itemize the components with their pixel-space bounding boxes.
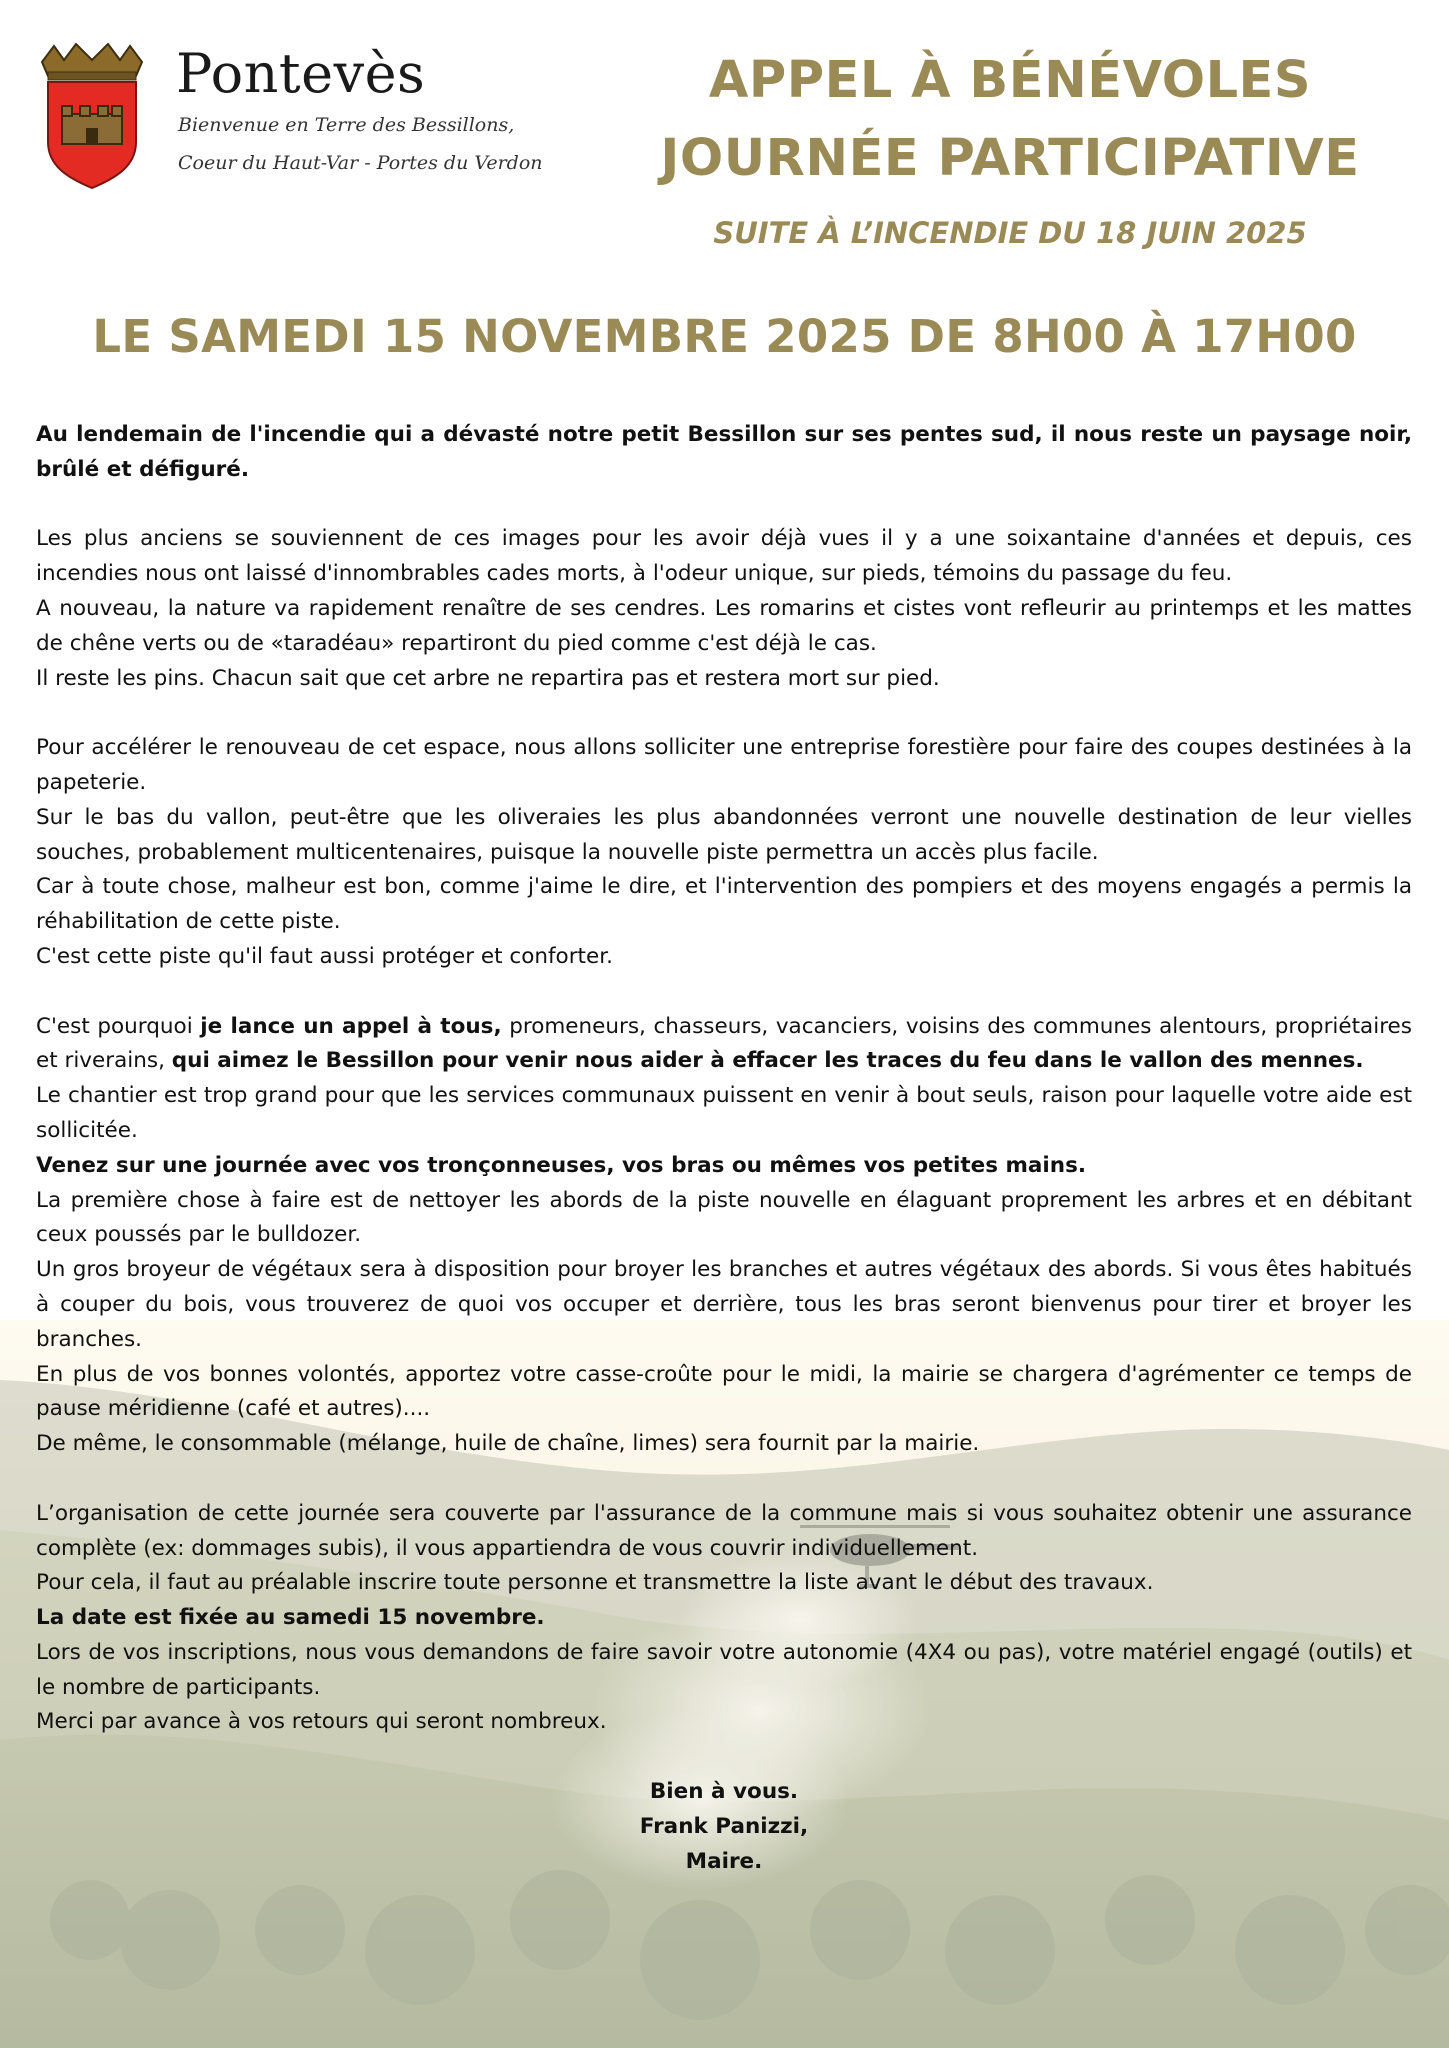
paragraph: Le chantier est trop grand pour que les services communaux puissent en venir à bout seuls, raison pour laquelle votre aide est sollicitée.: [36, 1083, 1412, 1143]
date-heading: LE SAMEDI 15 NOVEMBRE 2025 DE 8H00 À 17H00: [92, 310, 1357, 363]
appeal-emphasis: je lance un appel à tous,: [200, 1013, 502, 1039]
title-line-1: APPEL À BÉNÉVOLES: [708, 51, 1312, 110]
appeal-emphasis: qui aimez le Bessillon pour venir nous aider à effacer les traces du feu dans le vallon des mennes.: [171, 1048, 1364, 1074]
signature-name: Frank Panizzi,: [639, 1813, 809, 1839]
logo-tagline-2: Coeur du Haut-Var - Portes du Verdon: [178, 152, 543, 174]
signature-closing: Bien à vous.: [649, 1779, 799, 1805]
paragraph: Il reste les pins. Chacun sait que cet arbre ne repartira pas et restera mort sur pied.: [36, 665, 940, 691]
crest-icon: [36, 42, 148, 192]
title-block: [640, 42, 1380, 250]
paragraph: Lors de vos inscriptions, nous vous demandons de faire savoir votre autonomie (4X4 ou pas), votre matériel engagé (outils) et le nombre de participants.: [36, 1639, 1412, 1700]
paragraph: Pour accélérer le renouveau de cet espace, nous allons solliciter une entreprise forestière pour faire des coupes destinées à la papeterie.: [36, 735, 1412, 795]
paragraph: Venez sur une journée avec vos tronçonneuses, vos bras ou mêmes vos petites mains.: [36, 1152, 1087, 1178]
appeal-text: C'est pourquoi: [36, 1013, 201, 1039]
paragraph: A nouveau, la nature va rapidement renaître de ses cendres. Les romarins et cistes vont refleurir au printemps et les mattes de chêne verts ou de «taradéau» repartiront du pied comme c'est déjà le cas.: [36, 595, 1412, 656]
intro-paragraph: Au lendemain de l'incendie qui a dévasté notre petit Bessillon sur ses pentes sud, il nous reste un paysage noir, brûlé et défiguré.: [36, 422, 1412, 482]
municipal-logo: [36, 42, 576, 192]
paragraph: De même, le consommable (mélange, huile de chaîne, limes) sera fournit par la mairie.: [36, 1431, 980, 1457]
logo-tagline-1: Bienvenue en Terre des Bessillons,: [178, 114, 515, 136]
paragraph: Pour cela, il faut au préalable inscrire toute personne et transmettre la liste avant le début des travaux.: [36, 1570, 1154, 1596]
paragraph: Un gros broyeur de végétaux sera à disposition pour broyer les branches et autres végétaux des abords. Si vous êtes habitués à couper du bois, vous trouverez de quoi vos occuper et derrière, tous les bras seront bienvenus pour tirer et broyer les branches.: [36, 1257, 1412, 1352]
signature: [36, 1775, 1412, 1879]
paragraph: La date est fixée au samedi 15 novembre.: [36, 1605, 545, 1631]
subtitle: SUITE À L’INCENDIE DU 18 JUIN 2025: [713, 216, 1307, 250]
appeal-paragraph: [36, 1010, 1412, 1080]
paragraph: Les plus anciens se souviennent de ces images pour les avoir déjà vues il y a une soixantaine d'années et depuis, ces incendies nous ont laissé d'innombrables cades morts, à l'odeur unique, sur pieds, témoins du passage du feu.: [36, 526, 1412, 587]
appeal-text: promeneurs, chasseurs, vacanciers, voisins des communes alentours, propriétaires et riverains,: [36, 1013, 1412, 1074]
paragraph: Sur le bas du vallon, peut-être que les oliveraies les plus abandonnées verront une nouvelle destination de leur vielles souches, probablement multicentenaires, puisque la nouvelle piste permettra un accès plus facile.: [36, 804, 1412, 865]
paragraph: La première chose à faire est de nettoyer les abords de la piste nouvelle en élaguant proprement les arbres et en débitant ceux poussés par le bulldozer.: [36, 1187, 1412, 1248]
logo-town-name: Pontevès: [176, 42, 426, 105]
paragraph: L’organisation de cette journée sera couverte par l'assurance de la commune mais si vous souhaitez obtenir une assurance complète (ex: dommages subis), il vous appartiendra de vous couvrir individuellement.: [36, 1500, 1412, 1561]
paragraph: En plus de vos bonnes volontés, apportez votre casse-croûte pour le midi, la mairie se chargera d'agrémenter ce temps de pause méridienne (café et autres)....: [36, 1361, 1412, 1422]
paragraph: Merci par avance à vos retours qui seront nombreux.: [36, 1709, 607, 1735]
paragraph: Car à toute chose, malheur est bon, comme j'aime le dire, et l'intervention des pompiers et des moyens engagés a permis la réhabilitation de cette piste.: [36, 874, 1412, 935]
letter-body: [36, 418, 1412, 1879]
signature-title: Maire.: [685, 1848, 763, 1874]
title-line-2: JOURNÉE PARTICIPATIVE: [660, 129, 1360, 188]
paragraph: C'est cette piste qu'il faut aussi protéger et conforter.: [36, 943, 613, 969]
